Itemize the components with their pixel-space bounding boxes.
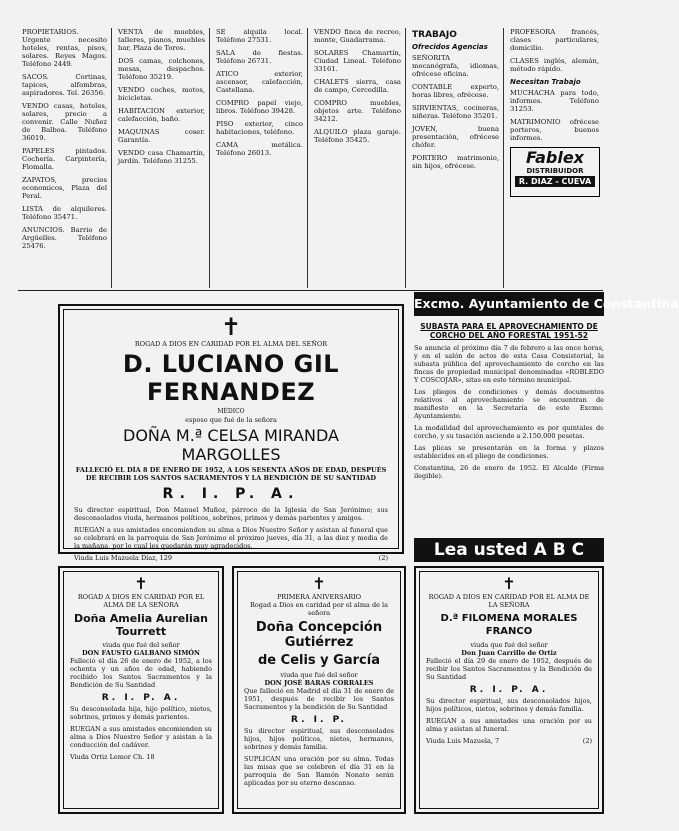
main-obituary <box>58 304 404 562</box>
deceased-name: D.ª FILOMENA MORALES FRANCO <box>440 613 578 637</box>
logo-subtitle: DISTRIBUIDOR <box>526 167 584 175</box>
classified-column-2 <box>114 28 210 288</box>
classified-ad: ALQUILO plaza garaje. Teléfono 35425. <box>314 128 401 144</box>
section-subheading: Necesitan Trabajo <box>510 78 581 86</box>
obituary-lead: ROGAD A DIOS EN CARIDAD POR EL ALMA DE LA SEÑORA <box>428 593 590 609</box>
fablex-logo <box>510 147 600 197</box>
obituary-lead: ROGAD A DIOS EN CARIDAD POR EL ALMA DEL SEÑOR <box>134 340 328 348</box>
classified-ad: MAQUINAS coser. Garantía. <box>118 128 205 144</box>
ad-number: (2) <box>378 554 388 562</box>
request-text: RUEGAN a sus amistades una oración por su alma y asistan al funeral. <box>426 717 592 733</box>
notice-paragraph: La modalidad del aprovechamiento es por quintales de corcho, y su tasación asciende a 2.150.000 pesetas. <box>414 424 604 440</box>
request-text: RUEGAN a sus amistades encomienden su alma a Dios Nuestro Señor y asistan al funeral que se celebrará en la parroquia de San Jerónimo el próximo jueves, día 31, a las diez y media de la mañana, por lo cual les quedarán muy agradecidos. <box>74 526 388 550</box>
classified-ad: PISO exterior, cinco habitaciones, teléfono. <box>216 120 303 136</box>
classified-ad: ZAPATOS, precios economicos, Plaza del Peral. <box>22 176 107 200</box>
classified-ad: SACOS. Cortinas, tapices, alfombras, aspiradores. Tel. 26356. <box>22 73 107 97</box>
classified-column-1 <box>18 28 112 288</box>
classified-ad: SEÑORITA mecanógrafa, idiomas, ofrécese oficina. <box>412 54 499 78</box>
ripa-text: R. I. P. A. <box>469 685 549 695</box>
classified-ad: COMPRO muebles, objetos arte. Teléfono 34212. <box>314 99 401 123</box>
ripa-text: R. I. P. A. <box>101 693 181 703</box>
husband-name: DON FAUSTO GALBANO SIMÓN <box>81 649 200 657</box>
notice-paragraph: Los pliegos de condiciones y demás documentos relativos al aprovechamiento se encuentran de manifiesto en la Secretaría de este Excmo. Ayuntamiento. <box>414 388 604 420</box>
notice-paragraph: Las plicas se presentarán en la forma y plazos establecidos en el pliego de condiciones. <box>414 444 604 460</box>
section-heading: TRABAJO <box>412 30 457 40</box>
death-details: Falleció el día 29 de enero de 1952, después de recibir los Santos Sacramentos y la Bendición de Su Santidad <box>426 657 592 681</box>
deceased-name: Doña Amelia Aurelian Tourrett <box>73 612 209 638</box>
classified-ad: CONTABLE experto, horas libres, ofrécese. <box>412 83 499 99</box>
ripa-text: R. I. P. A. <box>162 486 300 502</box>
classified-ad: PORTERO matrimonio, sin hijos, ofrécese. <box>412 154 499 170</box>
agency-text: Viuda Luis Mazuela, 7 <box>426 737 500 745</box>
obituary-middle <box>232 566 406 814</box>
classified-ad: MATRIMONIO ofrécese porteros, buenos informes. <box>510 118 599 142</box>
obituary-footer <box>74 554 388 562</box>
classified-column-3 <box>212 28 308 288</box>
classified-column-6 <box>506 28 603 288</box>
classified-ad: CHALETS sierra, casa de campo, Cercedilla. <box>314 78 401 94</box>
classified-ad: HABITACION exterior, calefacción, baño. <box>118 107 205 123</box>
obituary-left <box>58 566 224 814</box>
deceased-name: D. LUCIANO GIL FERNANDEZ <box>122 350 340 406</box>
deceased-name-line1: Doña Concepción Gutiérrez <box>255 620 383 650</box>
classified-ad: ATICO exterior, ascensor, calefacción, Castellana. <box>216 70 303 94</box>
cross-icon: ✝ <box>220 313 242 341</box>
husband-intro: viuda que fué del señor <box>470 641 548 649</box>
classified-ad: PROPIETARIOS. Urgente necesito hoteles, rentas, pisos, solares. Reyes Magos. Teléfono 2449. <box>22 28 107 68</box>
logo-name: R. DIAZ - CUEVA <box>515 176 595 187</box>
wife-intro: esposo que fué de la señora <box>185 416 277 424</box>
ad-number: (2) <box>582 737 592 745</box>
classified-ad: VENDO casa Chamartín, jardín. Teléfono 31255. <box>118 149 205 165</box>
mourners-text: Su desconsolada hija, hijo político, nietos, sobrinos, primos y demás parientes. <box>70 705 212 721</box>
classified-ad: VENDO coches, motos, bicicletas. <box>118 86 205 102</box>
death-details: Falleció el día 26 de enero de 1952, a los ochenta y un años de edad, habiendo recibido los Santos Sacramentos y la Bendición de Su Santidad <box>70 657 212 689</box>
mourners-text: Su director espiritual, sus desconsolados hijos, hijos políticos, nietos, hermanos, sobrinos y demás familia. <box>244 727 394 751</box>
anniversary-label: PRIMERA ANIVERSARIO <box>276 593 362 601</box>
obituary-left-inner <box>63 571 219 809</box>
request-text: SUPLICAN una oración por su alma. Todas las misas que se celebren el día 31 en la parroquia de San Ramón Nonato serán aplicadas por su eterno descanso. <box>244 755 394 787</box>
classified-ad: CLASES inglés, alemán, método rápido. <box>510 57 599 73</box>
cross-icon: ✝ <box>502 574 516 593</box>
agency-text: Viuda Luis Mazuela Díaz, 129 <box>74 554 173 562</box>
classified-ad: DOS camas, colchones, mesas, despachos. Teléfono 35219. <box>118 57 205 81</box>
classified-ad: PROFESORA francés, clases particulares, domicilio. <box>510 28 599 52</box>
classified-column-4 <box>310 28 406 288</box>
main-obituary-inner <box>63 309 399 562</box>
ayuntamiento-notice <box>414 322 604 528</box>
death-details: Que falleció en Madrid el día 31 de enero de 1951, después de recibir los Santos Sacramentos y la bendición de Su Santidad <box>244 687 394 711</box>
classified-ad: SIRVIENTAS, cocineras, niñeras. Teléfono 35201. <box>412 104 499 120</box>
husband-name: Don Juan Carrillo de Ortiz <box>461 649 557 657</box>
abc-advertisement: Lea usted A B C <box>414 538 604 562</box>
obituary-right <box>414 566 604 814</box>
classified-ad: VENTA de muebles, talleres, pianos, muebles bar, Plaza de Toros. <box>118 28 205 52</box>
husband-intro: viuda que fué del señor <box>280 671 358 679</box>
obituary-lead: Rogad a Dios en caridad por el alma de la señora <box>249 601 388 617</box>
classified-ad: ANUNCIOS. Barrio de Argüelles. Teléfono 25476. <box>22 226 107 250</box>
classified-ad: JOVEN, buena presentación, ofrécese chófer. <box>412 125 499 149</box>
classified-ad: SOLARES Chamartín, Ciudad Lineal. Teléfono 33161. <box>314 49 401 73</box>
deceased-title: MÉDICO <box>217 408 245 415</box>
classified-ad: MUCHACHA para todo, informes. Teléfono 31253. <box>510 89 599 113</box>
cross-icon: ✝ <box>312 574 326 593</box>
classified-ad: VENDO casas, hoteles, solares, precio a convenir. Calle Nuñez de Balboa. Teléfono 36019. <box>22 102 107 142</box>
request-text: RUEGAN a sus amistades encomienden su alma a Dios Nuestro Señor y asistan a la conducción del cadáver. <box>70 725 212 749</box>
obituary-lead: ROGAD A DIOS EN CARIDAD POR EL ALMA DE LA SEÑORA <box>77 593 205 609</box>
obituary-footer <box>426 737 592 745</box>
classified-ad: COMPRO papel viejo, libros. Teléfono 39428. <box>216 99 303 115</box>
ayuntamiento-title: Excmo. Ayuntamiento de Constantina <box>414 292 604 316</box>
death-details: FALLECIÓ EL DÍA 8 DE ENERO DE 1952, A LOS SESENTA AÑOS DE EDAD, DESPUÉS DE RECIBIR LOS SANTOS SACRAMENTOS Y LA BENDICIÓN DE SU SANTIDAD <box>75 466 387 482</box>
classified-ad: LISTA de alquileres. Teléfono 35471. <box>22 205 107 221</box>
classified-ad: VENDO finca de recreo, monte, Guadarrama. <box>314 28 401 44</box>
wife-name: DOÑA M.ª CELSA MIRANDA MARGOLLES <box>123 426 339 464</box>
mourners-text: Su director espiritual, sus desconsolados hijos, hijos políticos, nietos, sobrinos y demás familia. <box>426 697 592 713</box>
classified-column-5 <box>408 28 504 288</box>
notice-paragraph: Constantina, 26 de enero de 1952. El Alcalde (Firma ilegible). <box>414 464 604 480</box>
ripa-text: R. I. P. <box>291 715 347 725</box>
mourners-text: Su director espiritual, Don Manuel Muñoz, párroco de la Iglesia de San Jerónimo; sus desconsolados viuda, hermanos políticos, sobrinos, primos y demás parientes y amigos. <box>74 506 388 522</box>
section-subheading: Ofrecidos Agencias <box>412 43 488 51</box>
classified-ad: CAMA metálica. Teléfono 26013. <box>216 141 303 157</box>
classified-ad: SE alquila local. Teléfono 27531. <box>216 28 303 44</box>
agency-text: Viuda Ortiz Lemor Ch. 18 <box>70 753 155 761</box>
obituary-right-inner <box>419 571 599 809</box>
classified-ad: PAPELES pintados. Cochería. Carpintería, Flomalla. <box>22 147 107 171</box>
cross-icon: ✝ <box>134 574 148 593</box>
deceased-name-line2: de Celis y García <box>258 653 380 668</box>
classified-ad: SALA de fiestas. Teléfono 26731. <box>216 49 303 65</box>
notice-heading: SUBASTA PARA EL APROVECHAMIENTO DE CORCHO DEL AÑO FORESTAL 1951-52 <box>420 322 598 340</box>
logo-title: Fablex <box>526 148 584 167</box>
notice-paragraph: Se anuncia el próximo día 7 de febrero a las once horas, y en el salón de actos de esta Casa Consistorial, la subasta pública del aprovechamiento de corcho en las fincas de propiedad municipal denominadas «ROBLEDO Y COSCOJAR», sitas en este término municipal. <box>414 344 604 384</box>
husband-intro: viuda que fué del señor <box>102 641 180 649</box>
obituary-middle-inner <box>237 571 401 809</box>
husband-name: DON JOSÉ BARAS CORRALES <box>264 679 374 687</box>
classifieds-section <box>18 28 603 291</box>
